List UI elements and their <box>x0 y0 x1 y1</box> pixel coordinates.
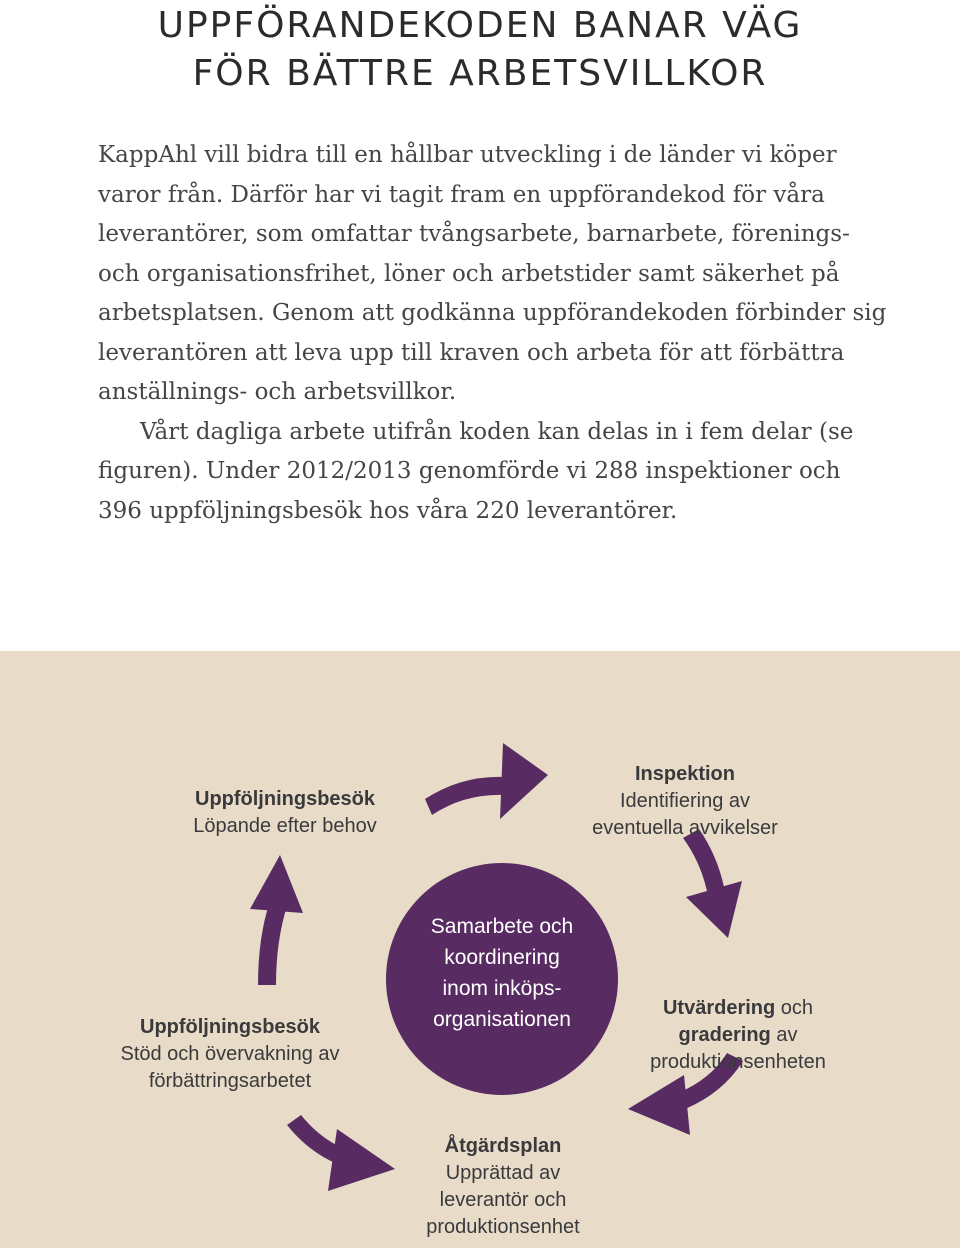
step-evaluation-line-1 <box>618 995 858 1022</box>
step-followup-support-line-2: förbättringsarbetet <box>148 1070 312 1092</box>
step-inspection-line-1: Identifiering av <box>619 790 751 812</box>
step-followup-needs <box>160 786 410 840</box>
step-followup-needs-line-1: Löpande efter behov <box>193 815 377 837</box>
step-evaluation-text-2: av <box>770 1024 798 1046</box>
arrow-top-icon <box>425 743 548 819</box>
step-evaluation-line-3: produktionsenheten <box>650 1051 826 1073</box>
step-inspection-line-2: eventuella avvikelser <box>592 817 778 839</box>
step-evaluation <box>618 995 858 1076</box>
step-action-plan-line-1: Upprättad av <box>445 1162 561 1184</box>
step-followup-support-line-1: Stöd och övervakning av <box>120 1043 340 1065</box>
step-inspection <box>565 761 805 842</box>
arrow-left-icon <box>250 855 303 985</box>
page-title-line-2: FÖR BÄTTRE ARBETSVILLKOR <box>192 53 768 94</box>
process-figure <box>0 651 960 1248</box>
arrow-bottom-left-icon <box>287 1115 395 1191</box>
step-evaluation-text-1: och <box>775 997 814 1019</box>
center-label-line-1: Samarbete och <box>430 915 574 938</box>
step-evaluation-bold-1: Utvärdering <box>662 997 776 1019</box>
center-label-line-2: koordinering <box>444 946 560 969</box>
step-inspection-title: Inspektion <box>634 763 735 785</box>
step-action-plan-title: Åtgärdsplan <box>444 1135 562 1157</box>
page-title-line-1: UPPFÖRANDEKODEN BANAR VÄG <box>157 5 803 46</box>
center-label <box>386 911 618 1035</box>
arrow-right-icon <box>683 829 742 938</box>
step-followup-support-title: Uppföljningsbesök <box>140 1016 320 1038</box>
step-evaluation-bold-2: gradering <box>678 1024 771 1046</box>
paragraph-figure-summary: Vårt dagliga arbete utifrån koden kan delas in i fem delar (se figuren). Under 2012/2013 genomförde vi 288 inspektioner och 396 uppföljningsbesök hos våra 220 leverantörer. <box>98 418 854 524</box>
step-followup-support <box>95 1014 365 1095</box>
step-action-plan-line-2: leverantör och <box>439 1189 567 1211</box>
step-followup-needs-title: Uppföljningsbesök <box>195 788 375 810</box>
page-title <box>0 2 960 98</box>
paragraph-intro: KappAhl vill bidra till en hållbar utveckling i de länder vi köper varor från. Därför har vi tagit fram en uppförandekod för våra leverantörer, som omfattar tvångsarbete, barnarbete, förenings- och organisationsfrihet, löner och arbetstider samt säkerhet på arbetsplatsen. Genom att godkänna uppförandekoden förbinder sig leverantören att leva upp till kraven och arbeta för att förbättra anställnings- och arbetsvillkor. <box>98 142 887 405</box>
step-action-plan-line-3: produktionsenhet <box>426 1216 580 1238</box>
step-evaluation-line-2 <box>618 1022 858 1049</box>
step-action-plan <box>383 1133 623 1241</box>
body-text <box>98 136 888 531</box>
center-label-line-3: inom inköps- <box>442 977 562 1000</box>
center-label-line-4: organisationen <box>433 1008 571 1031</box>
